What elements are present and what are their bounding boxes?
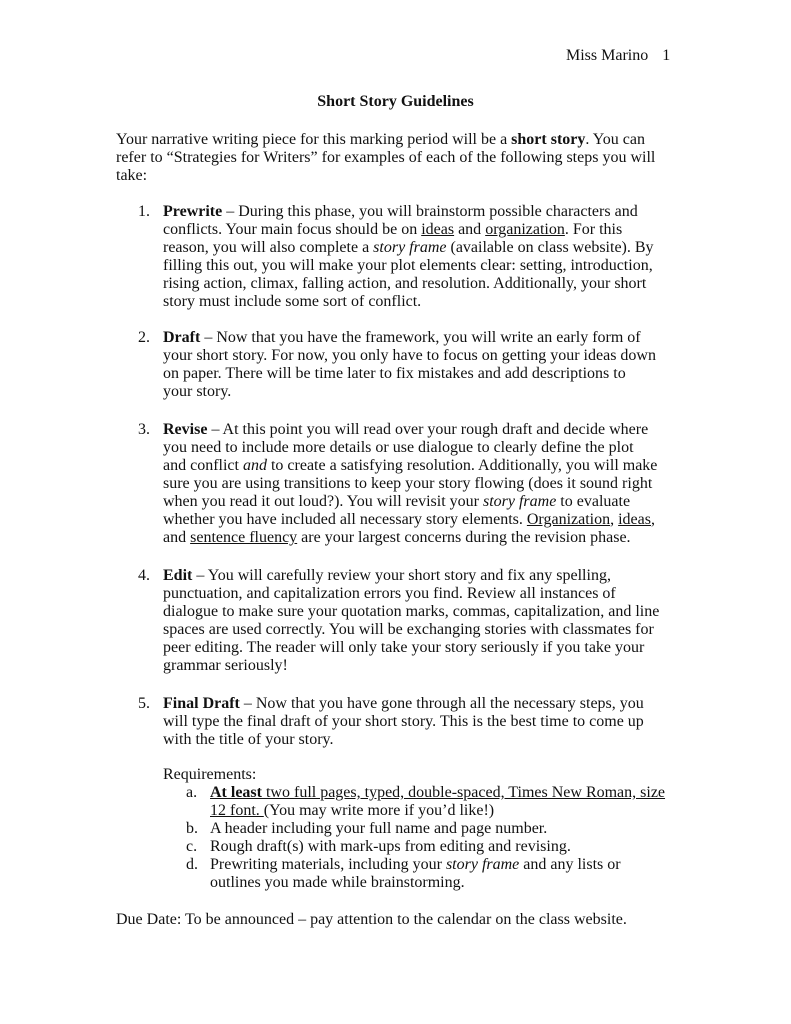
- step-number: 2.: [138, 329, 150, 346]
- text-line: [116, 149, 655, 167]
- emphasized-text: story frame: [445, 856, 520, 873]
- text-line: [163, 329, 656, 347]
- requirement-text: [210, 838, 571, 856]
- text-segment: ,: [610, 511, 619, 528]
- text-line: [163, 275, 654, 293]
- text-segment: story must include some sort of conflict.: [163, 293, 422, 310]
- text-segment: ,: [650, 511, 655, 528]
- text-segment: Prewriting materials, including your: [210, 856, 446, 873]
- text-line: [163, 439, 657, 457]
- text-segment: . You can: [585, 131, 645, 148]
- text-segment: will type the final draft of your short story. This is the best time to come up: [163, 713, 644, 730]
- text-segment: Rough draft(s) with mark-ups from editing and revising.: [210, 838, 571, 855]
- text-line: [163, 203, 654, 221]
- emphasized-text: and: [242, 457, 267, 474]
- text-segment: dialogue to make sure your quotation marks, commas, capitalization, and line: [163, 603, 660, 620]
- page-title: Short Story Guidelines: [317, 93, 474, 110]
- text-line: [163, 221, 654, 239]
- emphasized-text: Organization: [526, 511, 611, 528]
- text-segment: on paper. There will be time later to fix mistakes and add descriptions to: [163, 365, 626, 382]
- text-segment: A header including your full name and page number.: [210, 820, 548, 837]
- emphasized-text: sentence fluency: [190, 529, 298, 546]
- emphasized-text: Draft: [163, 329, 201, 346]
- text-segment: (available on class website). By: [446, 239, 654, 256]
- text-segment: when you read it out loud?). You will revisit your: [163, 493, 483, 510]
- emphasized-text: Revise: [163, 421, 208, 438]
- text-segment: to create a satisfying resolution. Additionally, you will make: [266, 457, 658, 474]
- text-segment: (You may write more if you’d like!): [263, 802, 495, 819]
- emphasized-text: story frame: [482, 493, 557, 510]
- text-segment: rising action, climax, falling action, and resolution. Additionally, your short: [163, 275, 647, 292]
- requirement-d: [186, 856, 621, 892]
- text-segment: you need to include more details or use dialogue to clearly define the plot: [163, 439, 634, 456]
- requirement-b: [186, 820, 548, 838]
- step-final-draft: [138, 695, 644, 749]
- text-line: [163, 511, 657, 529]
- text-segment: – Now that you have the framework, you will write an early form of: [200, 329, 641, 346]
- text-segment: – You will carefully review your short story and fix any spelling,: [192, 567, 611, 584]
- text-line: [116, 167, 655, 185]
- text-segment: filling this out, you will make your plot elements clear: setting, introduction,: [163, 257, 653, 274]
- emphasized-text: organization: [485, 221, 565, 238]
- text-line: [163, 365, 656, 383]
- text-line: [163, 639, 659, 657]
- text-line: [163, 657, 659, 675]
- text-line: [163, 347, 656, 365]
- step-number: 5.: [138, 695, 150, 712]
- step-text: [163, 695, 644, 749]
- step-prewrite: [138, 203, 654, 311]
- text-segment: – During this phase, you will brainstorm possible characters and: [222, 203, 638, 220]
- text-segment: and: [454, 221, 486, 238]
- text-line: [163, 585, 659, 603]
- step-number: 1.: [138, 203, 150, 220]
- text-line: [163, 421, 657, 439]
- text-line: [163, 731, 644, 749]
- text-line: [163, 567, 659, 585]
- text-line: [163, 493, 657, 511]
- step-number: 3.: [138, 421, 150, 438]
- header-name: Miss Marino: [566, 47, 649, 64]
- requirement-letter: b.: [186, 820, 198, 837]
- emphasized-text: ideas: [421, 221, 455, 238]
- text-segment: and: [163, 529, 191, 546]
- text-segment: Your narrative writing piece for this marking period will be a: [116, 131, 512, 148]
- requirement-c: [186, 838, 571, 856]
- text-segment: your story.: [163, 383, 232, 400]
- text-segment: conflicts. Your main focus should be on: [163, 221, 422, 238]
- text-segment: grammar seriously!: [163, 657, 288, 674]
- text-segment: . For this: [564, 221, 623, 238]
- step-text: [163, 329, 656, 401]
- due-date: Due Date: To be announced – pay attention to the calendar on the class website.: [116, 911, 627, 928]
- text-segment: punctuation, and capitalization errors you find. Review all instances of: [163, 585, 616, 602]
- requirement-text: [210, 856, 621, 892]
- step-edit: [138, 567, 660, 675]
- emphasized-text: short story: [511, 131, 586, 148]
- text-line: [210, 874, 621, 892]
- emphasized-text: two full pages, typed, double-spaced, Times New Roman, size: [261, 784, 666, 801]
- emphasized-text: story frame: [373, 239, 447, 256]
- text-line: [210, 820, 547, 838]
- emphasized-text: Final Draft: [163, 695, 240, 712]
- requirement-text: [210, 820, 547, 838]
- step-number: 4.: [138, 567, 150, 584]
- text-line: [163, 257, 654, 275]
- requirement-text: [210, 784, 665, 820]
- text-line: [163, 293, 654, 311]
- text-segment: and conflict: [163, 457, 243, 474]
- emphasized-text: At least: [210, 784, 262, 801]
- text-line: [210, 802, 665, 820]
- text-line: [210, 784, 665, 802]
- step-revise: [138, 421, 658, 547]
- emphasized-text: ideas: [618, 511, 651, 528]
- step-draft: [138, 329, 656, 401]
- text-segment: whether you have included all necessary story elements.: [163, 511, 527, 528]
- step-text: [163, 567, 659, 675]
- text-segment: with the title of your story.: [163, 731, 334, 748]
- text-segment: – Now that you have gone through all the necessary steps, you: [239, 695, 644, 712]
- text-line: [163, 529, 657, 547]
- text-line: [163, 695, 644, 713]
- text-segment: refer to “Strategies for Writers” for examples of each of the following steps you will: [116, 149, 656, 166]
- step-text: [163, 203, 654, 311]
- text-line: [163, 457, 657, 475]
- text-line: [163, 239, 654, 257]
- text-line: [163, 713, 644, 731]
- emphasized-text: Edit: [163, 567, 193, 584]
- text-segment: outlines you made while brainstorming.: [210, 874, 465, 891]
- text-segment: to evaluate: [556, 493, 631, 510]
- emphasized-text: 12 font.: [210, 802, 264, 819]
- text-line: [163, 603, 659, 621]
- text-segment: peer editing. The reader will only take your story seriously if you take your: [163, 639, 645, 656]
- text-segment: reason, you will also complete a: [163, 239, 374, 256]
- requirement-letter: a.: [186, 784, 198, 801]
- emphasized-text: Prewrite: [163, 203, 223, 220]
- text-segment: – At this point you will read over your rough draft and decide where: [207, 421, 649, 438]
- page-header: [566, 47, 670, 65]
- text-segment: sure you are using transitions to keep your story flowing (does it sound right: [163, 475, 653, 492]
- text-line: [210, 856, 621, 874]
- text-line: [163, 621, 659, 639]
- text-segment: are your largest concerns during the revision phase.: [297, 529, 631, 546]
- text-line: [210, 838, 571, 856]
- step-text: [163, 421, 657, 547]
- requirements-label: Requirements:: [163, 766, 257, 783]
- intro-paragraph: [116, 131, 655, 185]
- text-segment: your short story. For now, you only have to focus on getting your ideas down: [163, 347, 656, 364]
- text-segment: and any lists or: [519, 856, 621, 873]
- text-segment: take:: [116, 167, 148, 184]
- requirement-letter: d.: [186, 856, 198, 873]
- requirement-letter: c.: [186, 838, 198, 855]
- page-number: 1: [662, 47, 671, 64]
- text-line: [163, 475, 657, 493]
- text-line: [116, 131, 655, 149]
- requirement-a: [186, 784, 666, 820]
- text-line: [163, 383, 656, 401]
- text-segment: spaces are used correctly. You will be exchanging stories with classmates for: [163, 621, 654, 638]
